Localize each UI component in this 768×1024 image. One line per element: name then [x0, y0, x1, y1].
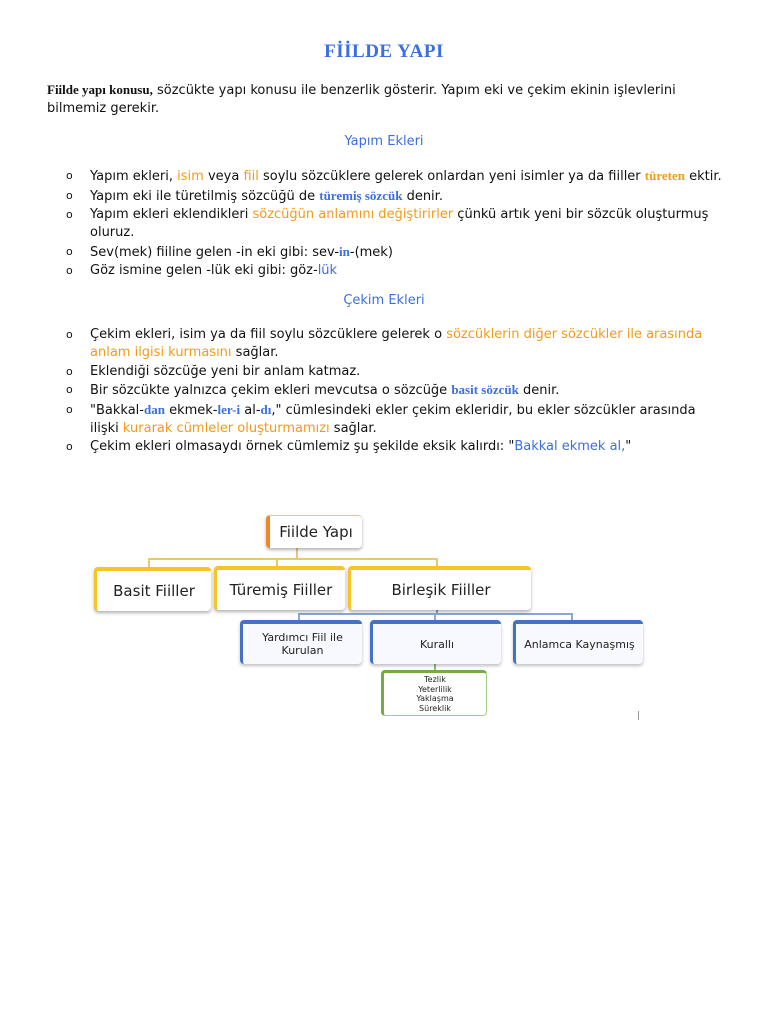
node-label: Tezlik: [424, 675, 446, 684]
node-label: Yardımcı Fiil ile Kurulan: [262, 631, 343, 657]
bullet-icon: o: [66, 383, 73, 396]
divider: [638, 711, 639, 720]
list-item: o Eklendiği sözcüğe yeni bir anlam katmaz.: [66, 363, 361, 379]
diagram-node-yardimci: [240, 620, 362, 664]
bullet-icon: o: [66, 440, 73, 453]
list-item: o Çekim ekleri, isim ya da fiil soylu sözcüklere gelerek o sözcüklerin diğer sözcükler ile arasında anlam ilgisi kurmasını sağlar.: [66, 327, 703, 360]
page-title: FİİLDE YAPI: [324, 41, 444, 62]
list-item: o Sev(mek) fiiline gelen -in eki gibi: sev-in-(mek): [66, 243, 393, 260]
node-label: Anlamca Kaynaşmış: [524, 637, 635, 651]
list-item: o Göz ismine gelen -lük eki gibi: göz-lük: [66, 263, 338, 278]
bullet-icon: o: [66, 264, 73, 277]
node-label: Süreklik: [419, 703, 451, 713]
node-label: Yaklaşma: [416, 694, 454, 703]
section-heading-yapim: Yapım Ekleri: [344, 134, 424, 149]
node-label: Basit Fiiller: [113, 582, 195, 600]
section-heading-cekim: Çekim Ekleri: [343, 293, 425, 308]
diagram-node-birlesik: [348, 566, 531, 610]
connector-line: [148, 558, 438, 560]
node-label: Birleşik Fiiller: [391, 581, 491, 599]
diagram-node-kuralli: [370, 620, 501, 664]
list-item: o Yapım ekleri, isim veya fiil soylu sözcüklere gelerek onlardan yeni isimler ya da fiiller türeten ektir.: [66, 168, 722, 184]
diagram-root-node: [266, 515, 362, 548]
diagram-node-basit: [94, 567, 211, 611]
diagram-node-turemis: [214, 566, 345, 610]
bullet-icon: o: [66, 364, 73, 378]
bullet-icon: o: [66, 328, 73, 341]
intro-text: sözcükte yapı konusu ile benzerlik gösterir. Yapım eki ve çekim ekinin işlevlerini bilmemiz gerekir.: [47, 83, 676, 116]
list-item: o Yapım ekleri eklendikleri sözcüğün anlamını değiştirirler çünkü artık yeni bir sözcük oluşturmuş oluruz.: [66, 207, 709, 240]
bullet-icon: o: [66, 402, 73, 416]
list-item: o Çekim ekleri olmasaydı örnek cümlemiz şu şekilde eksik kalırdı: "Bakkal ekmek al,": [66, 439, 632, 454]
node-label: Fiilde Yapı: [279, 523, 353, 541]
diagram-node-kuralli-types: [381, 670, 487, 716]
diagram-node-anlamca: [513, 620, 643, 664]
bullet-icon: o: [66, 169, 73, 182]
node-label: Türemiş Fiiller: [229, 581, 333, 599]
bullet-icon: o: [66, 188, 73, 202]
intro-lead: Fiilde yapı konusu,: [47, 82, 153, 97]
list-item: o "Bakkal-dan ekmek-ler-i al-dı," cümlesindeki ekler çekim ekleridir, bu ekler sözcükler arasında ilişki kurarak cümleler oluşturmamızı sağlar.: [66, 401, 696, 436]
list-item: o Yapım eki ile türetilmiş sözcüğü de türemiş sözcük denir.: [66, 187, 443, 204]
bullet-icon: o: [66, 208, 73, 221]
list-item: o Bir sözcükte yalnızca çekim ekleri mevcutsa o sözcüğe basit sözcük denir.: [66, 382, 560, 398]
bullet-icon: o: [66, 244, 73, 258]
node-label: Yeterlilik: [418, 684, 452, 694]
node-label: Kurallı: [419, 637, 455, 651]
